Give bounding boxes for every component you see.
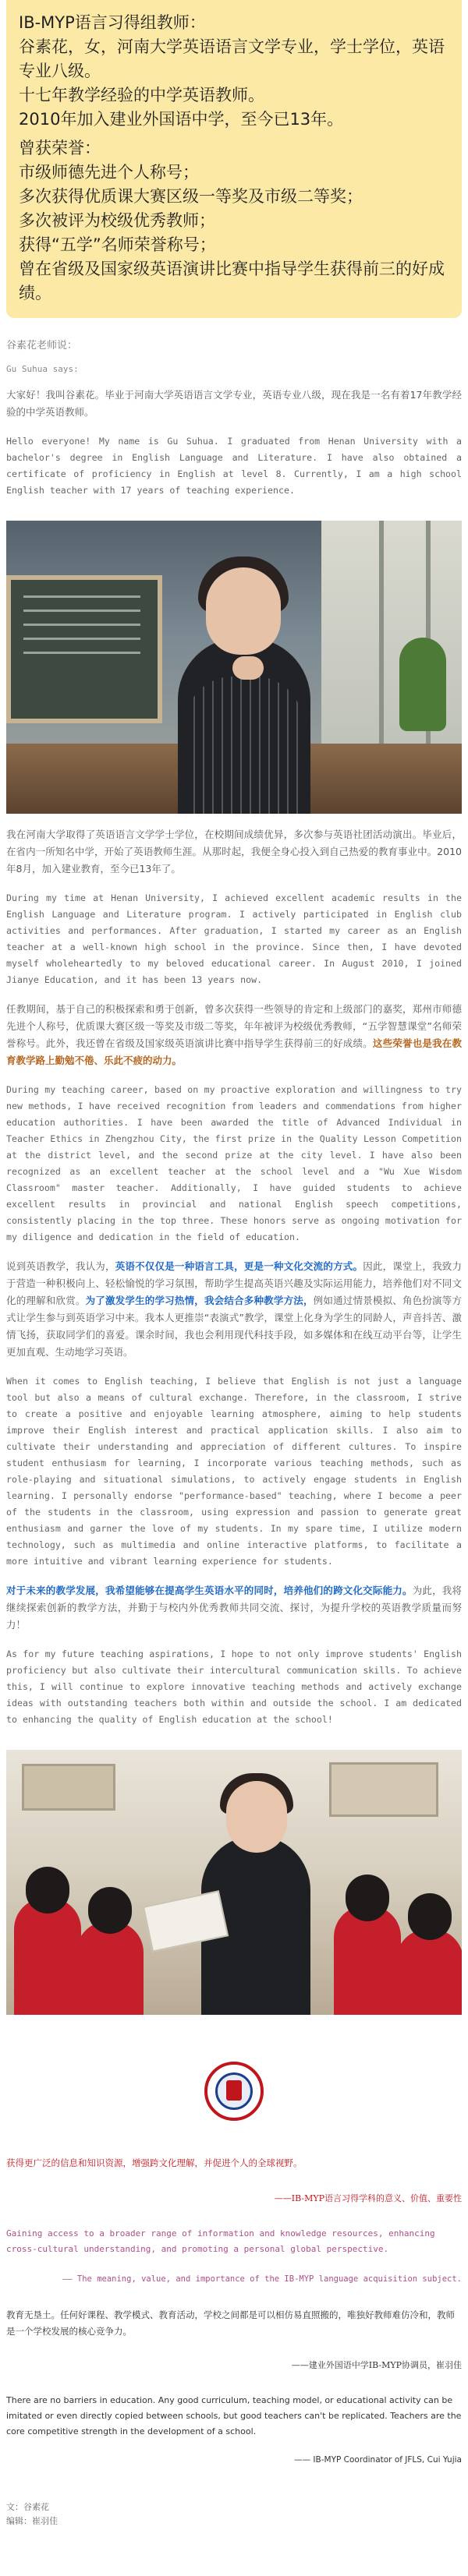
credit-editor: 编辑：崔羽佳 [6,2516,58,2526]
intro-join-year: 2010年加入建业外国语中学，至今已13年。 [19,110,344,129]
intro-profile: 谷素花，女，河南大学英语语言文学专业，学士学位，英语专业八级。 [19,37,445,80]
quote-cn-1: 获得更广泛的信息和知识资源，增强跨文化理解，并促进个人的全球视野。 [6,2157,303,2168]
school-logo-icon [204,2062,264,2121]
quote-cn-2: 教育无垦土。任何好课程、教学模式、教育活动，学校之间都是可以相仿易直照搬的，唯独好教师难仿冷和，教师是一个学校发展的核心竞争力。 [6,2309,455,2337]
paragraph-cn-2: 我在河南大学取得了英语语言文学学士学位，在校期间成绩优异，多次参与英语社团活动演出。毕业后，在省内一所知名中学，开始了英语教师生涯。从那时起，我便全身心投入到自己热爱的教育事业中。2010年8月，加入建业教育，至今已13年了。 [6,829,462,875]
paragraph-cn-4-highlight-2: 为了激发学生的学习热情，我会结合多种教学方法， [85,1295,314,1306]
teacher-intro-card [6,0,462,318]
credits [6,2500,462,2528]
wall-poster [22,1764,115,1811]
student-figure [14,1898,81,2015]
teacher-face [206,567,281,655]
credit-writer: 文：谷素花 [6,2502,49,2512]
teacher-with-students-photo [6,1750,462,2015]
paragraph-cn-4-highlight-1: 英语不仅仅是一种语言工具，更是一种文化交流的方式。 [115,1260,363,1272]
paragraph-en-2: During my time at Henan University, I achieved excellent academic results in the English Language and Literature program. I actively participated in English club activities and performances. After graduation, I started my career as an English teacher at a well-known high school in the province. Since then, I have devoted myself wholeheartedly to my beloved educational career. In August 2010, I joined Jianye Education, and it has been 13 years now. [6,892,462,985]
quote-en-2: There are no barriers in education. Any good curriculum, teaching model, or educational activity can be imitated or even directly copied between schools, but good teachers can't be replicated. Teachers are the core competitive strength in the development of a school. [6,2395,462,2436]
quote-en-1: Gaining access to a broader range of information and knowledge resources, enhancing cross-cultural understanding, and promoting a personal global perspective. [6,2228,435,2254]
author-says-cn: 谷素花老师说： [6,340,78,352]
honor-item: 多次获得优质课大赛区级一等奖及市级二等奖； [19,187,363,206]
quote-cn-2-source: ——建业外国语中学IB-MYP协调员，崔羽佳 [291,2360,462,2370]
intro-experience: 十七年教学经验的中学英语教师。 [19,86,264,104]
teacher-face [226,1781,287,1853]
paragraph-cn-3-highlight: 这些荣誉也是我在教育教学路上勤勉不倦、乐此不疲的动力。 [6,1037,462,1066]
quote-cn-1-source: ——IB-MYP语言习得学科的意义、价值、重要性 [274,2193,462,2203]
honor-item: 市级师德先进个人称号； [19,163,199,182]
author-says-en: Gu Suhua says: [6,364,79,374]
paragraph-en-5: As for my future teaching aspirations, I hope to not only improve students' English proficiency but also cultivate their intercultural communication skills. To achieve this, I will continue to explore innovative teaching methods and actively exchange ideas with outstanding teachers both within and outside the school. I am dedicated to enhancing the quality of English education at the school! [6,1648,462,1725]
blackboard [6,575,162,723]
teacher-classroom-photo [6,521,462,814]
paragraph-cn-1: 大家好！我叫谷素花。毕业于河南大学英语语言文学专业，英语专业八级，现在我是一名有着17年教学经验的中学英语教师。 [6,389,462,418]
student-figure [396,1929,462,2015]
paragraph-cn-3 [6,1001,462,1069]
honor-item: 获得“五学”名师荣誉称号； [19,235,216,254]
paragraph-cn-5-highlight: 对于未来的教学发展，我希望能够在提高学生英语水平的同时，培养他们的跨文化交际能力。 [6,1585,413,1596]
paragraph-cn-4 [6,1258,462,1361]
paragraph-en-1: Hello everyone! My name is Gu Suhua. I graduated from Henan University with a bachelor's degree in English Language and Literature. I have also obtained a certificate of proficiency in English at level 8. Currently, I am a high school English teacher with 17 years of teaching experience. [6,436,462,496]
student-figure [334,1906,401,2015]
plant [399,638,446,731]
paragraph-cn-3-text: 任教期间，基于自己的积极探索和勇于创新，曾多次获得一些领导的肯定和上级部门的嘉奖，郑州市师德先进个人称号，优质课大赛区级一等奖及市级二等奖，年年被评为校级优秀教师，“五学智慧课堂”名师荣誉称号。此外，我还曾在省级及国家级英语演讲比赛中指导学生获得前三的好成绩。 [6,1003,462,1049]
student-figure [76,1921,144,2015]
paragraph-cn-5-text: 为此，我将继续探索创新的教学方法，并勤于与校内外优秀教师共同交流、探讨，为提升学校的英语教学质量而努力！ [6,1585,462,1631]
paragraph-cn-5 [6,1582,462,1634]
honor-item: 多次被评为校级优秀教师； [19,211,215,230]
intro-title: IB-MYP语言习得组教师： [19,13,206,32]
paragraph-cn-4-text-c: 例如通过情景模拟、角色扮演等方式让学生参与到英语学习中来。我本人更推崇“表演式”教学，课堂上化身为学生的同龄人，声音抖苦、激情飞扬，获取同学们的喜爱。课余时间，我也会利用现代科技手段，如多媒体和在线互动平台等，让学生更加直观、生动地学习英语。 [6,1295,462,1358]
honor-item: 曾在省级及国家级英语演讲比赛中指导学生获得前三的好成绩。 [19,260,445,302]
paragraph-en-3: During my teaching career, based on my proactive exploration and willingness to try new methods, I have received recognition from leaders and commendations from higher education authorities. I have been awarded the title of Advanced Individual in Teacher Ethics in Zhengzhou City, the first prize in the Quality Lesson Competition at the district level, and the second prize at the city level. I have also been recognized as an excellent teacher at the school level and a "Wu Xue Wisdom Classroom" master teacher. Additionally, I have guided students to achieve excellent results in provincial and national English speech competitions, consistently placing in the top three. These honors serve as ongoing motivation for my diligence and dedication in the field of education. [6,1084,462,1242]
wall-poster [329,1762,438,1817]
honors-heading: 曾获荣誉： [19,139,101,157]
quote-en-1-source: —— The meaning, value, and importance of the IB-MYP language acquisition subject. [62,2274,462,2284]
paragraph-cn-4-text-a: 说到英语教学，我认为， [6,1260,115,1272]
paragraph-cn-4-text-b: 因此，课堂上，我致力于营造一种积极向上、轻松愉悦的学习氛围，帮助学生提高英语兴趣及实际运用能力，培养他们对不同文化的理解和欣赏。 [6,1260,462,1306]
quote-en-2-source: —— IB-MYP Coordinator of JFLS, Cui Yujia [294,2455,462,2465]
paragraph-en-4: When it comes to English teaching, I believe that English is not just a language tool but also a means of cultural exchange. Therefore, in the classroom, I strive to create a positive and enjoyable learning atmosphere, aiming to help students improve their English interest and practical application skills. I also aim to cultivate their understanding and appreciation of different cultures. To inspire student enthusiasm for learning, I incorporate various teaching methods, such as role-playing and situational simulations, to actively engage students in English learning. I personally endorse "performance-based" teaching, where I become a peer of the students in the classroom, using expression and passion to generate great enthusiasm and garner the love of my students. In my spare time, I utilize modern technology, such as multimedia and online interactive platforms, to facilitate a more intuitive and vibrant learning experience for students. [6,1376,462,1567]
